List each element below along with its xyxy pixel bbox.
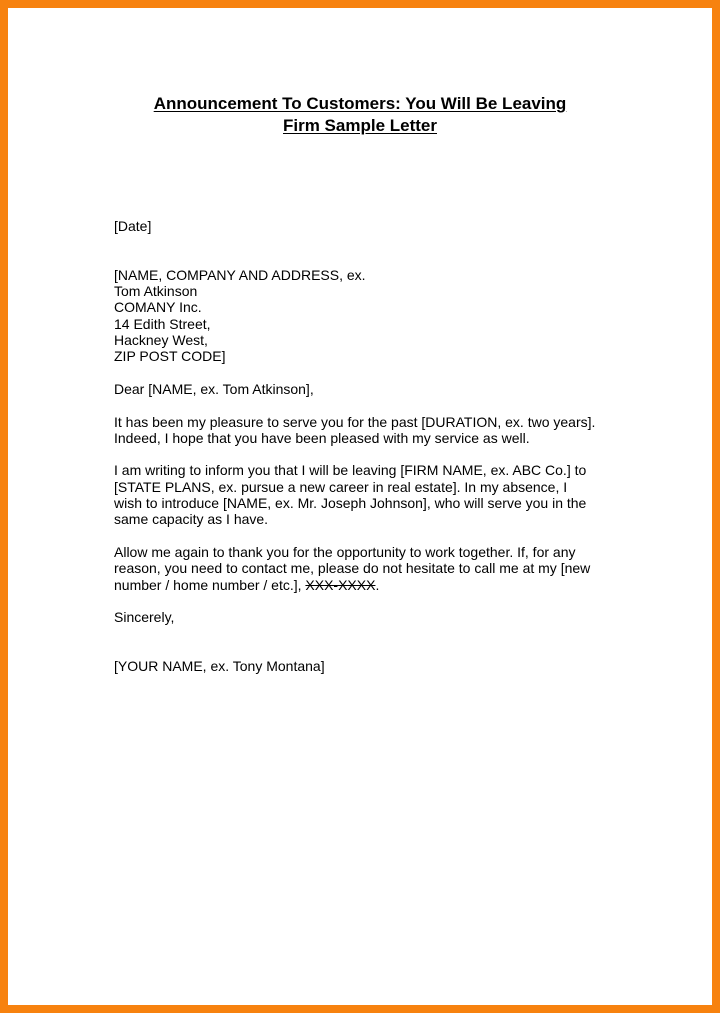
letter-title [0,93,720,137]
signature-line: [YOUR NAME, ex. Tony Montana] [114,658,325,675]
recipient-block [114,267,614,365]
paragraph-line: Indeed, I hope that you have been pleased with my service as well. [114,429,530,446]
signature-block [114,658,614,674]
paragraph-line: reason, you need to contact me, please do not hesitate to call me at my [new [114,560,591,577]
recipient-line: [NAME, COMPANY AND ADDRESS, ex. [114,266,366,283]
salutation-line: Dear [NAME, ex. Tom Atkinson], [114,380,314,397]
recipient-line: Hackney West, [114,332,208,349]
salutation [114,381,614,397]
date-line: [Date] [114,218,152,234]
paragraph-line: same capacity as I have. [114,511,269,528]
paragraph-2 [114,462,614,527]
paragraph-line: Allow me again to thank you for the opportunity to work together. If, for any [114,543,576,560]
paragraph-line: It has been my pleasure to serve you for the past [DURATION, ex. two years]. [114,413,596,430]
paragraph-line: wish to introduce [NAME, ex. Mr. Joseph Johnson], who will serve you in the [114,495,587,512]
closing [114,609,614,625]
recipient-line: ZIP POST CODE] [114,348,226,365]
paragraph-line [114,577,614,593]
paragraph-line: [STATE PLANS, ex. pursue a new career in real estate]. In my absence, I [114,478,568,495]
recipient-line: COMANY Inc. [114,299,202,316]
paragraph-3 [114,544,614,593]
recipient-line: Tom Atkinson [114,283,198,300]
paragraph-1 [114,414,614,447]
title-line-2: Firm Sample Letter [283,116,437,135]
paragraph-line-prefix: number / home number / etc.], [114,576,306,593]
letter-body [114,218,614,674]
phone-placeholder: XXX-XXXX [305,576,376,593]
paragraph-line-suffix: . [375,576,380,593]
closing-line: Sincerely, [114,609,175,626]
title-line-1: Announcement To Customers: You Will Be Leaving [153,94,567,113]
paragraph-line: I am writing to inform you that I will be leaving [FIRM NAME, ex. ABC Co.] to [114,462,587,479]
recipient-line: 14 Edith Street, [114,315,211,332]
